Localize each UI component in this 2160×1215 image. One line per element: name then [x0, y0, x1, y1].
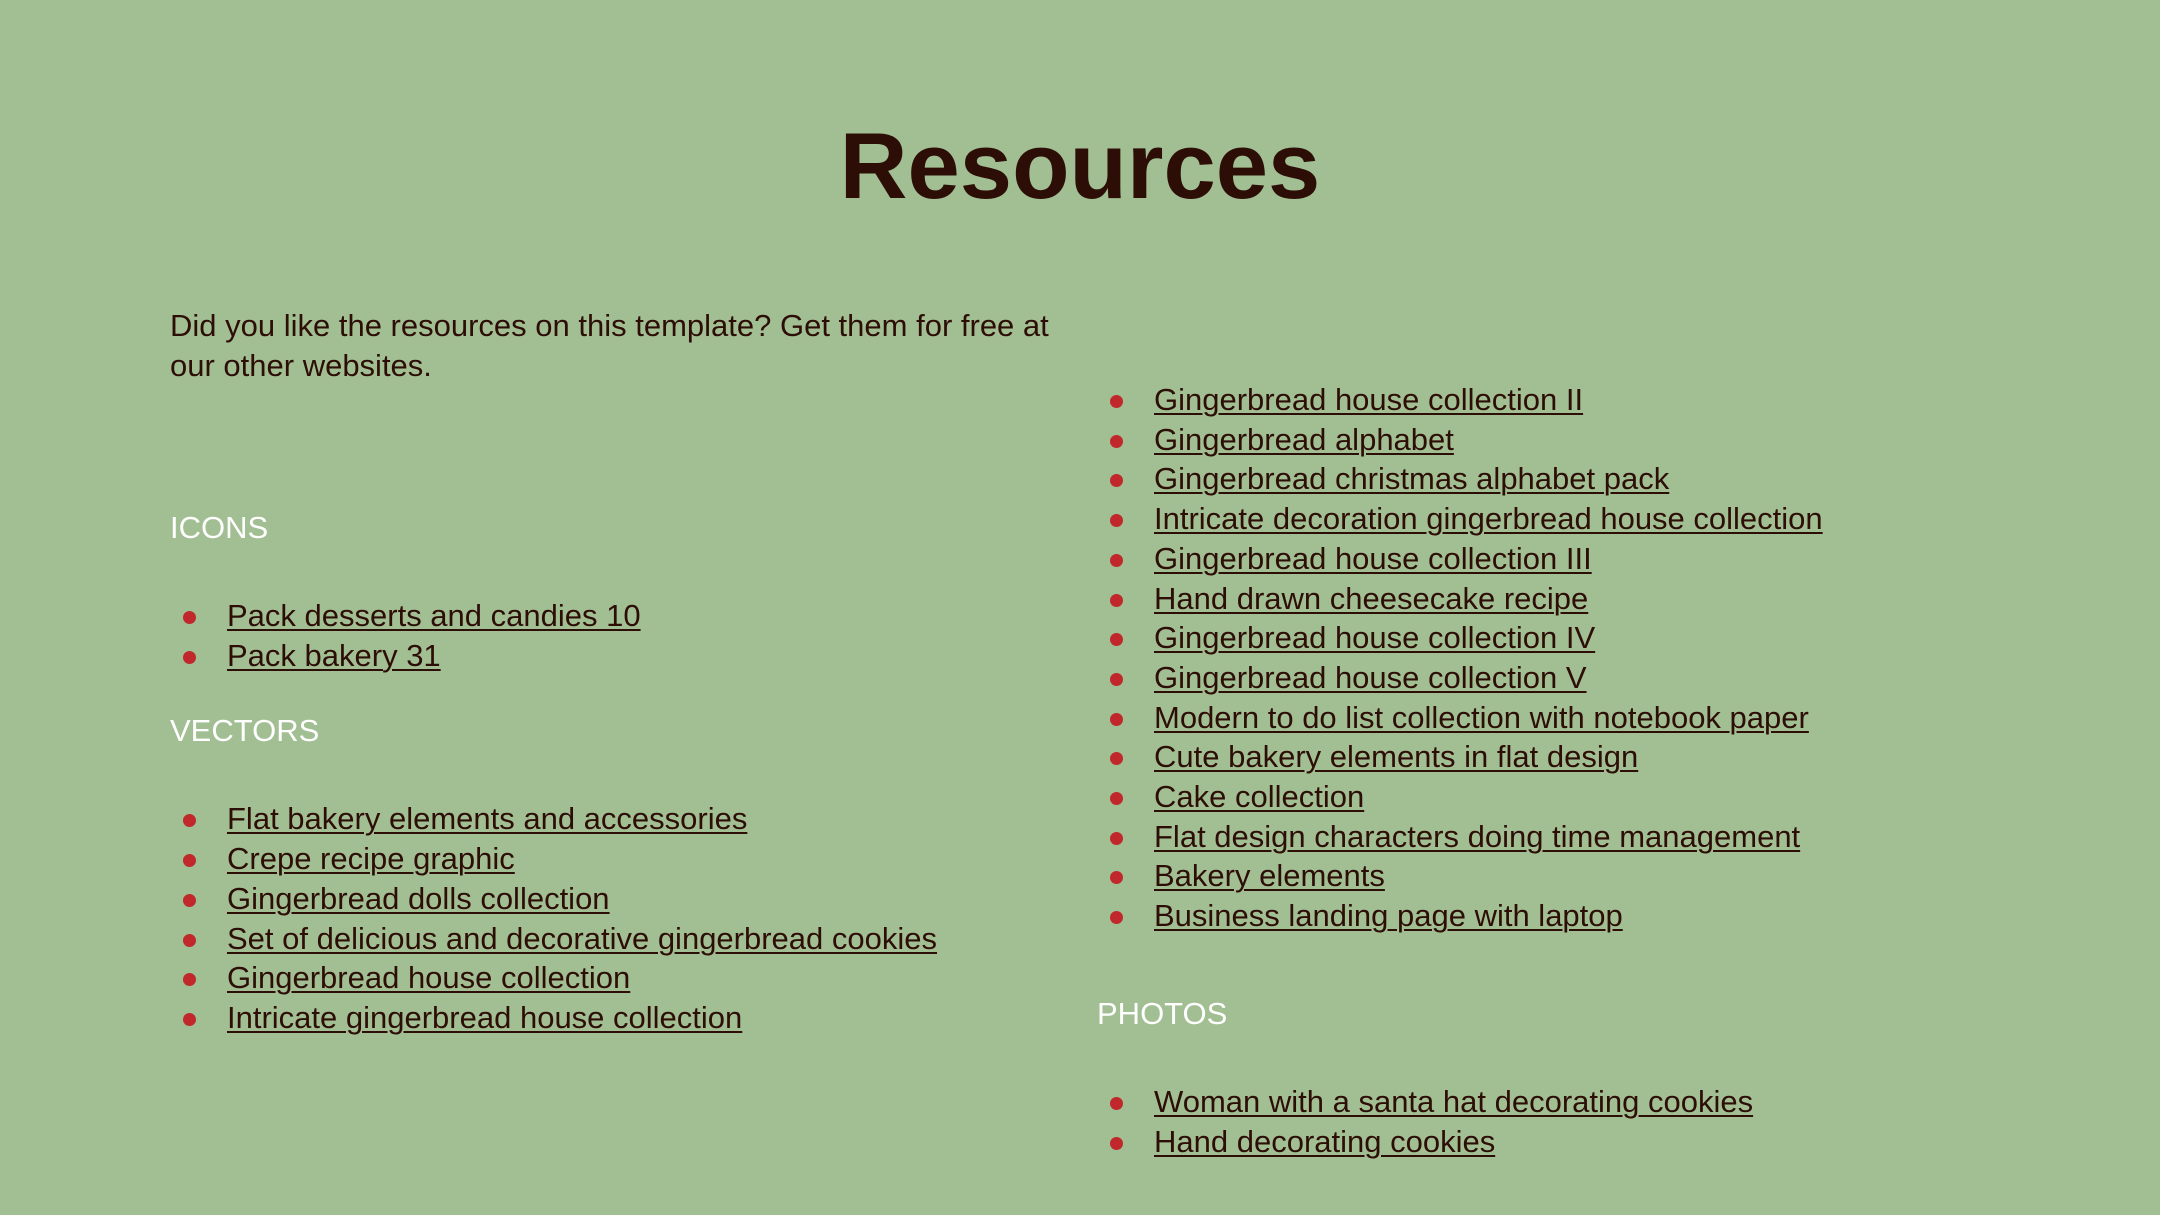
resource-link[interactable]: Flat bakery elements and accessories [227, 801, 748, 837]
bullet-icon [1110, 554, 1123, 567]
bullet-icon [183, 894, 196, 907]
resource-link[interactable]: Hand decorating cookies [1154, 1123, 1496, 1159]
resource-link[interactable]: Modern to do list collection with notebook paper [1154, 699, 1809, 735]
photos-list [1097, 1082, 2097, 1161]
list-item [170, 998, 1050, 1038]
resource-link[interactable]: Intricate gingerbread house collection [227, 999, 743, 1035]
list-item [1097, 459, 2097, 499]
list-item [1097, 658, 2097, 698]
bullet-icon [1110, 1137, 1123, 1150]
list-item [1097, 856, 2097, 896]
resource-link[interactable]: Pack bakery 31 [227, 637, 441, 673]
bullet-icon [1110, 713, 1123, 726]
intro-text: Did you like the resources on this template? Get them for free at our other websites. [170, 308, 1049, 383]
resource-link[interactable]: Crepe recipe graphic [227, 841, 515, 877]
bullet-icon [1110, 871, 1123, 884]
bullet-icon [183, 651, 196, 664]
vectors-heading: VECTORS [170, 713, 320, 749]
bullet-icon [1110, 594, 1123, 607]
bullet-icon [1110, 435, 1123, 448]
list-item [170, 839, 1050, 879]
bullet-icon [183, 854, 196, 867]
photos-heading: PHOTOS [1097, 995, 1228, 1031]
list-item [170, 596, 1050, 636]
resource-link[interactable]: Flat design characters doing time management [1154, 818, 1801, 854]
icons-heading: ICONS [170, 510, 269, 545]
page-title: Resources [839, 113, 1321, 218]
bullet-icon [1110, 474, 1123, 487]
bullet-icon [1110, 395, 1123, 408]
list-item [170, 879, 1050, 919]
list-item [1097, 380, 2097, 420]
resource-link[interactable]: Cake collection [1154, 779, 1365, 815]
resource-link[interactable]: Cute bakery elements in flat design [1154, 739, 1639, 775]
list-item [1097, 1122, 2097, 1162]
list-item [1097, 896, 2097, 936]
icons-list [170, 596, 1050, 675]
bullet-icon [183, 934, 196, 947]
resource-link[interactable]: Gingerbread house collection [227, 960, 631, 996]
bullet-icon [1110, 911, 1123, 924]
bullet-icon [1110, 1097, 1123, 1110]
list-item [1097, 420, 2097, 460]
list-item [1097, 539, 2097, 579]
resource-link[interactable]: Gingerbread alphabet [1154, 421, 1454, 457]
list-item [170, 958, 1050, 998]
list-item [1097, 499, 2097, 539]
bullet-icon [1110, 673, 1123, 686]
list-item [170, 919, 1050, 959]
resource-link[interactable]: Gingerbread house collection V [1154, 659, 1587, 695]
resource-link[interactable]: Gingerbread christmas alphabet pack [1154, 461, 1670, 497]
bullet-icon [1110, 832, 1123, 845]
resource-link[interactable]: Bakery elements [1154, 858, 1385, 894]
resource-link[interactable]: Intricate decoration gingerbread house collection [1154, 501, 1823, 537]
resource-link[interactable]: Gingerbread dolls collection [227, 880, 610, 916]
resource-link[interactable]: Business landing page with laptop [1154, 898, 1623, 934]
right-column [1097, 380, 2097, 1161]
resource-link[interactable]: Gingerbread house collection II [1154, 382, 1584, 417]
resource-link[interactable]: Gingerbread house collection III [1154, 540, 1592, 576]
bullet-icon [183, 973, 196, 986]
resource-link[interactable]: Gingerbread house collection IV [1154, 620, 1596, 656]
list-item [1097, 1082, 2097, 1122]
vectors-continued-list [1097, 380, 2097, 936]
bullet-icon [1110, 633, 1123, 646]
list-item [170, 636, 1050, 676]
resource-link[interactable]: Set of delicious and decorative gingerbread cookies [227, 920, 938, 956]
bullet-icon [1110, 792, 1123, 805]
list-item [1097, 817, 2097, 857]
resource-link[interactable]: Pack desserts and candies 10 [227, 598, 641, 633]
list-item [1097, 579, 2097, 619]
list-item [1097, 777, 2097, 817]
bullet-icon [183, 814, 196, 827]
bullet-icon [1110, 752, 1123, 765]
bullet-icon [183, 611, 196, 624]
left-column [170, 306, 1050, 1038]
list-item [1097, 698, 2097, 738]
list-item [170, 799, 1050, 839]
bullet-icon [183, 1013, 196, 1026]
resource-link[interactable]: Hand drawn cheesecake recipe [1154, 580, 1589, 616]
vectors-list [170, 799, 1050, 1037]
resource-link[interactable]: Woman with a santa hat decorating cookies [1154, 1083, 1754, 1119]
bullet-icon [1110, 514, 1123, 527]
list-item [1097, 618, 2097, 658]
list-item [1097, 737, 2097, 777]
